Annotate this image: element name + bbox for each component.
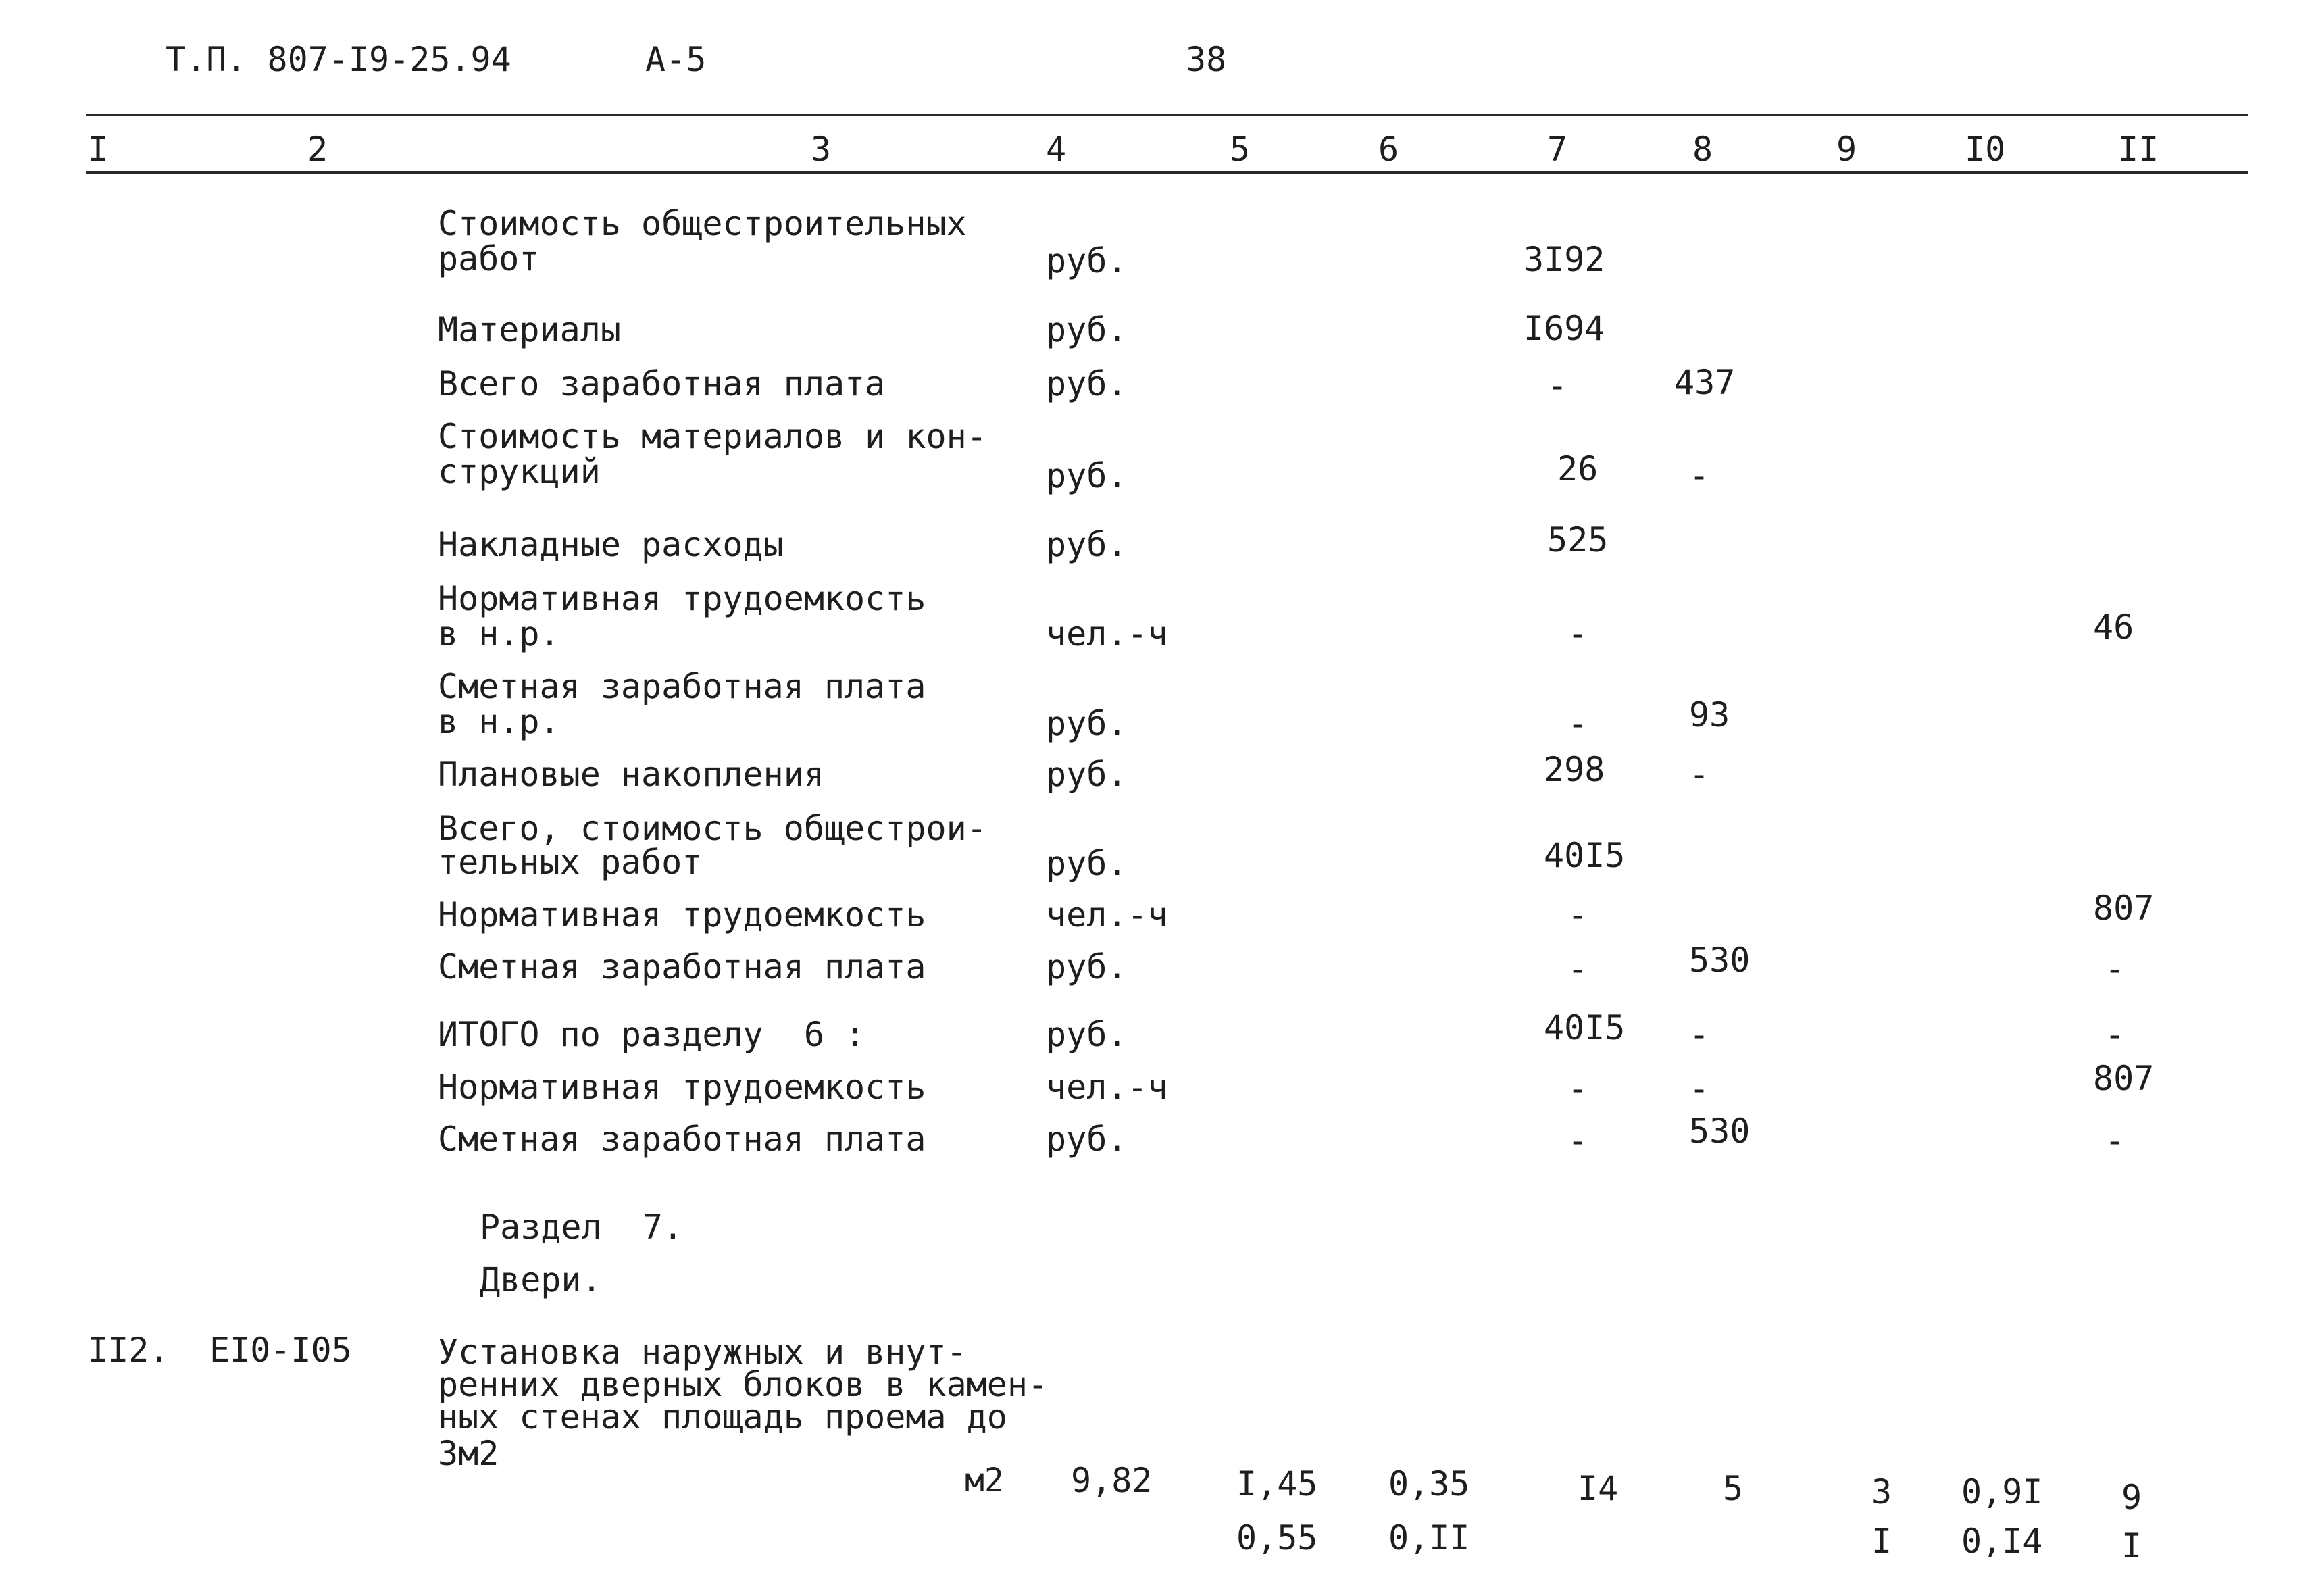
row-name: струкций	[438, 452, 601, 491]
row-value-col8: 530	[1689, 1112, 1751, 1151]
row-name: в н.р.	[438, 702, 560, 741]
row-value-col11: -	[2105, 1015, 2126, 1054]
column-number: 3	[811, 130, 832, 169]
row-value-col8: 437	[1674, 363, 1736, 402]
column-number: I	[88, 130, 109, 169]
item-value-col10-second: 0,I4	[1961, 1522, 2043, 1561]
row-name: Сметная заработная плата	[438, 1120, 926, 1159]
row-name: Плановые накопления	[438, 755, 824, 794]
column-number: II	[2118, 130, 2159, 169]
row-name: Сметная заработная плата	[438, 947, 926, 987]
page-number: 38	[1186, 40, 1227, 79]
item-unit: м2	[965, 1462, 1004, 1499]
item-value-col5: I,45	[1236, 1464, 1318, 1503]
row-name: Всего, стоимость общестрои-	[438, 809, 987, 848]
item-description: ренних дверных блоков в камен-	[438, 1365, 1049, 1404]
row-name: Накладные расходы	[438, 525, 784, 564]
item-description: 3м2	[438, 1434, 499, 1473]
row-value-col7: I694	[1524, 309, 1605, 348]
row-name: тельных работ	[438, 843, 703, 882]
item-value-col5-second: 0,55	[1236, 1518, 1318, 1557]
row-value-col7: 26	[1557, 449, 1599, 489]
item-value-col6-second: 0,II	[1388, 1518, 1470, 1557]
row-name: работ	[438, 239, 540, 278]
row-value-col11: -	[2105, 949, 2126, 989]
row-unit: руб.	[1046, 364, 1128, 403]
row-unit: чел.-ч	[1046, 895, 1168, 934]
row-value-col7: -	[1567, 895, 1588, 934]
row-value-col7: -	[1547, 366, 1568, 405]
row-name: Нормативная трудоемкость	[438, 895, 926, 934]
row-value-col7: 40I5	[1544, 1008, 1626, 1047]
section-subtitle: Двери.	[480, 1260, 602, 1299]
header-top-rule	[86, 114, 2248, 116]
row-value-col11: -	[2105, 1121, 2126, 1160]
item-value-col6: 0,35	[1388, 1464, 1470, 1503]
column-number: I0	[1965, 130, 2006, 169]
row-value-col11: 807	[2093, 889, 2155, 928]
row-value-col7: -	[1567, 949, 1588, 989]
row-name: ИТОГО по разделу 6 :	[438, 1015, 865, 1054]
item-value-col11: 9	[2121, 1478, 2142, 1517]
row-value-col8: -	[1689, 456, 1710, 495]
column-number: 4	[1046, 130, 1067, 169]
row-name: Всего заработная плата	[438, 364, 886, 403]
row-value-col7: -	[1567, 1069, 1588, 1108]
item-value-col10: 0,9I	[1961, 1472, 2043, 1512]
album-label: А-5	[645, 40, 707, 79]
item-code: EI0-I05	[209, 1330, 352, 1370]
doc-code: Т.П. 807-I9-25.94	[166, 40, 511, 79]
row-value-col7: 298	[1544, 750, 1605, 789]
column-number: 6	[1378, 130, 1399, 169]
column-number: 2	[307, 130, 328, 169]
row-value-col11: 46	[2093, 607, 2134, 647]
row-unit: руб.	[1046, 525, 1128, 564]
row-name: в н.р.	[438, 614, 560, 653]
row-unit: чел.-ч	[1046, 1068, 1168, 1107]
row-value-col7: -	[1567, 614, 1588, 653]
row-unit: руб.	[1046, 241, 1128, 280]
item-value-col4: 9,82	[1071, 1461, 1153, 1500]
row-unit: руб.	[1046, 704, 1128, 743]
item-description: ных стенах площадь проема до	[438, 1397, 1007, 1437]
row-value-col7: -	[1567, 704, 1588, 743]
row-unit: чел.-ч	[1046, 614, 1168, 653]
row-name: Нормативная трудоемкость	[438, 1068, 926, 1107]
row-value-col8: 530	[1689, 941, 1751, 980]
column-number: 8	[1692, 130, 1713, 169]
row-unit: руб.	[1046, 947, 1128, 987]
row-value-col8: -	[1689, 1069, 1710, 1108]
row-value-col11: 807	[2093, 1059, 2155, 1098]
row-name: Материалы	[438, 310, 621, 349]
row-value-col7: 525	[1547, 520, 1609, 559]
item-value-col7: I4	[1578, 1469, 1619, 1508]
row-value-col8: -	[1689, 1015, 1710, 1054]
row-value-col7: 40I5	[1544, 836, 1626, 875]
column-number: 9	[1836, 130, 1857, 169]
row-name: Стоимость материалов и кон-	[438, 417, 987, 456]
item-number: II2.	[88, 1330, 170, 1370]
row-unit: руб.	[1046, 755, 1128, 794]
row-name: Сметная заработная плата	[438, 667, 926, 706]
row-unit: руб.	[1046, 844, 1128, 883]
item-value-col11-second: I	[2121, 1526, 2142, 1566]
row-value-col8: -	[1689, 755, 1710, 794]
row-name: Стоимость общестроительных	[438, 204, 967, 243]
item-value-col8: 5	[1723, 1469, 1744, 1508]
row-unit: руб.	[1046, 456, 1128, 495]
item-description: Установка наружных и внут-	[438, 1332, 967, 1372]
item-value-col9: 3	[1871, 1472, 1892, 1512]
row-name: Нормативная трудоемкость	[438, 579, 926, 618]
item-value-col9-second: I	[1871, 1522, 1892, 1561]
row-unit: руб.	[1046, 1015, 1128, 1054]
row-value-col7: 3I92	[1524, 240, 1605, 279]
column-number: 7	[1547, 130, 1568, 169]
column-number: 5	[1230, 130, 1251, 169]
row-value-col8: 93	[1689, 695, 1730, 734]
row-unit: руб.	[1046, 1120, 1128, 1159]
row-unit: руб.	[1046, 310, 1128, 349]
section-title: Раздел 7.	[480, 1207, 684, 1247]
header-bottom-rule	[86, 171, 2248, 174]
row-value-col7: -	[1567, 1121, 1588, 1160]
